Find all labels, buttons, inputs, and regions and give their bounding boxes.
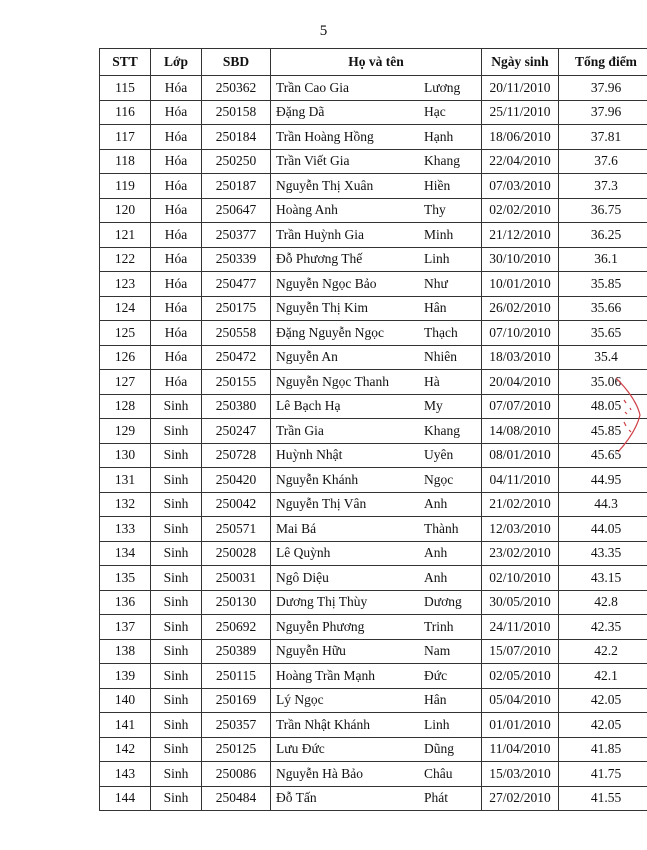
cell-score: 41.75 <box>559 762 647 787</box>
cell-full-name <box>271 125 482 150</box>
cell-family-name: Lê Bạch Hạ <box>276 398 341 414</box>
cell-score: 42.1 <box>559 664 647 689</box>
cell-full-name <box>271 198 482 223</box>
cell-lop: Sinh <box>151 713 202 738</box>
cell-given-name: My <box>424 398 443 414</box>
cell-dob: 23/02/2010 <box>482 541 559 566</box>
cell-dob: 18/03/2010 <box>482 345 559 370</box>
cell-family-name: Nguyễn Thị Vân <box>276 496 367 512</box>
cell-dob: 12/03/2010 <box>482 517 559 542</box>
cell-lop: Sinh <box>151 541 202 566</box>
cell-sbd: 250250 <box>202 149 271 174</box>
cell-given-name: Uyên <box>424 447 454 463</box>
cell-family-name: Hoàng Trần Mạnh <box>276 667 376 683</box>
cell-family-name: Đỗ Tấn <box>276 790 317 806</box>
cell-sbd: 250086 <box>202 762 271 787</box>
cell-dob: 08/01/2010 <box>482 443 559 468</box>
cell-sbd: 250647 <box>202 198 271 223</box>
cell-family-name: Trần Nhật Khánh <box>276 716 370 732</box>
cell-stt: 144 <box>100 786 151 811</box>
table-row <box>100 566 647 591</box>
cell-dob: 01/01/2010 <box>482 713 559 738</box>
cell-family-name: Nguyễn Hữu <box>276 643 346 659</box>
cell-dob: 27/02/2010 <box>482 786 559 811</box>
cell-lop: Hóa <box>151 370 202 395</box>
cell-dob: 25/11/2010 <box>482 100 559 125</box>
cell-given-name: Anh <box>424 569 448 585</box>
cell-full-name <box>271 223 482 248</box>
table-row <box>100 198 647 223</box>
cell-family-name: Đặng Dã <box>276 104 325 120</box>
cell-given-name: Dũng <box>424 741 454 757</box>
cell-lop: Sinh <box>151 786 202 811</box>
cell-lop: Hóa <box>151 100 202 125</box>
cell-sbd: 250184 <box>202 125 271 150</box>
cell-full-name <box>271 664 482 689</box>
cell-lop: Sinh <box>151 517 202 542</box>
cell-sbd: 250028 <box>202 541 271 566</box>
cell-given-name: Khang <box>424 422 460 438</box>
cell-lop: Sinh <box>151 615 202 640</box>
cell-stt: 139 <box>100 664 151 689</box>
cell-dob: 07/07/2010 <box>482 394 559 419</box>
cell-score: 36.25 <box>559 223 647 248</box>
cell-given-name: Hạnh <box>424 128 454 144</box>
cell-lop: Sinh <box>151 492 202 517</box>
cell-given-name: Hân <box>424 300 447 316</box>
cell-full-name <box>271 100 482 125</box>
cell-dob: 11/04/2010 <box>482 737 559 762</box>
cell-sbd: 250377 <box>202 223 271 248</box>
cell-full-name <box>271 786 482 811</box>
cell-family-name: Trần Hoàng Hồng <box>276 128 374 144</box>
cell-score: 48.05 <box>559 394 647 419</box>
cell-given-name: Thạch <box>424 324 458 340</box>
cell-sbd: 250175 <box>202 296 271 321</box>
table-row <box>100 468 647 493</box>
results-table <box>99 48 647 811</box>
cell-sbd: 250042 <box>202 492 271 517</box>
cell-given-name: Linh <box>424 716 450 732</box>
cell-sbd: 250558 <box>202 321 271 346</box>
cell-full-name <box>271 321 482 346</box>
cell-stt: 120 <box>100 198 151 223</box>
cell-score: 41.55 <box>559 786 647 811</box>
cell-lop: Sinh <box>151 443 202 468</box>
cell-score: 35.85 <box>559 272 647 297</box>
cell-given-name: Phát <box>424 790 449 806</box>
cell-family-name: Trần Cao Gia <box>276 79 349 95</box>
cell-full-name <box>271 272 482 297</box>
table-row <box>100 296 647 321</box>
cell-stt: 127 <box>100 370 151 395</box>
table-row <box>100 443 647 468</box>
table-row <box>100 370 647 395</box>
cell-dob: 20/11/2010 <box>482 76 559 101</box>
cell-family-name: Lưu Đức <box>276 741 325 757</box>
cell-given-name: Đức <box>424 667 448 683</box>
cell-given-name: Hiền <box>424 177 451 193</box>
cell-family-name: Trần Huỳnh Gia <box>276 226 365 242</box>
cell-full-name <box>271 615 482 640</box>
cell-full-name <box>271 590 482 615</box>
cell-dob: 20/04/2010 <box>482 370 559 395</box>
cell-family-name: Trần Viết Gia <box>276 153 350 169</box>
cell-full-name <box>271 394 482 419</box>
table-row <box>100 345 647 370</box>
cell-given-name: Hân <box>424 692 447 708</box>
cell-sbd: 250169 <box>202 688 271 713</box>
cell-score: 35.06 <box>559 370 647 395</box>
cell-stt: 122 <box>100 247 151 272</box>
table-header-row <box>100 49 647 76</box>
table-body <box>100 76 647 811</box>
header-stt: STT <box>100 49 151 76</box>
cell-lop: Sinh <box>151 688 202 713</box>
header-sbd: SBD <box>202 49 271 76</box>
cell-stt: 134 <box>100 541 151 566</box>
cell-lop: Hóa <box>151 272 202 297</box>
cell-stt: 141 <box>100 713 151 738</box>
cell-score: 35.66 <box>559 296 647 321</box>
cell-given-name: Nam <box>424 643 451 659</box>
cell-score: 43.15 <box>559 566 647 591</box>
cell-stt: 129 <box>100 419 151 444</box>
cell-score: 42.05 <box>559 688 647 713</box>
cell-family-name: Nguyễn Khánh <box>276 471 359 487</box>
cell-sbd: 250472 <box>202 345 271 370</box>
cell-lop: Hóa <box>151 174 202 199</box>
cell-full-name <box>271 419 482 444</box>
cell-given-name: Minh <box>424 226 454 242</box>
table-row <box>100 394 647 419</box>
cell-lop: Hóa <box>151 345 202 370</box>
cell-full-name <box>271 688 482 713</box>
cell-family-name: Lý Ngọc <box>276 692 324 708</box>
cell-score: 37.6 <box>559 149 647 174</box>
table-row <box>100 713 647 738</box>
cell-full-name <box>271 468 482 493</box>
cell-stt: 126 <box>100 345 151 370</box>
cell-given-name: Ngọc <box>424 471 454 487</box>
cell-sbd: 250484 <box>202 786 271 811</box>
table-row <box>100 174 647 199</box>
cell-score: 42.05 <box>559 713 647 738</box>
cell-dob: 10/01/2010 <box>482 272 559 297</box>
cell-score: 37.81 <box>559 125 647 150</box>
cell-full-name <box>271 541 482 566</box>
table-row <box>100 786 647 811</box>
cell-lop: Hóa <box>151 198 202 223</box>
cell-full-name <box>271 737 482 762</box>
cell-score: 44.95 <box>559 468 647 493</box>
cell-score: 42.2 <box>559 639 647 664</box>
cell-given-name: Thành <box>424 520 459 536</box>
cell-stt: 130 <box>100 443 151 468</box>
cell-family-name: Nguyễn Phương <box>276 618 365 634</box>
cell-lop: Sinh <box>151 639 202 664</box>
cell-dob: 02/10/2010 <box>482 566 559 591</box>
table-row <box>100 419 647 444</box>
cell-stt: 142 <box>100 737 151 762</box>
cell-family-name: Mai Bá <box>276 520 317 536</box>
cell-sbd: 250115 <box>202 664 271 689</box>
cell-full-name <box>271 713 482 738</box>
table-row <box>100 688 647 713</box>
cell-family-name: Lê Quỳnh <box>276 545 331 561</box>
cell-full-name <box>271 370 482 395</box>
cell-lop: Hóa <box>151 321 202 346</box>
table-row <box>100 149 647 174</box>
cell-family-name: Đặng Nguyễn Ngọc <box>276 324 384 340</box>
cell-family-name: Ngô Diệu <box>276 569 329 585</box>
cell-sbd: 250571 <box>202 517 271 542</box>
cell-score: 43.35 <box>559 541 647 566</box>
cell-full-name <box>271 492 482 517</box>
cell-given-name: Trinh <box>424 618 454 634</box>
cell-score: 41.85 <box>559 737 647 762</box>
cell-sbd: 250187 <box>202 174 271 199</box>
cell-dob: 14/08/2010 <box>482 419 559 444</box>
cell-stt: 137 <box>100 615 151 640</box>
cell-family-name: Trần Gia <box>276 422 324 438</box>
cell-dob: 21/02/2010 <box>482 492 559 517</box>
cell-stt: 117 <box>100 125 151 150</box>
cell-dob: 22/04/2010 <box>482 149 559 174</box>
cell-score: 37.3 <box>559 174 647 199</box>
cell-given-name: Như <box>424 275 448 291</box>
cell-dob: 07/03/2010 <box>482 174 559 199</box>
cell-score: 35.65 <box>559 321 647 346</box>
cell-full-name <box>271 566 482 591</box>
cell-family-name: Nguyễn Thị Kim <box>276 300 368 316</box>
cell-lop: Hóa <box>151 125 202 150</box>
table-row <box>100 664 647 689</box>
cell-dob: 15/03/2010 <box>482 762 559 787</box>
cell-lop: Sinh <box>151 419 202 444</box>
cell-lop: Sinh <box>151 468 202 493</box>
cell-given-name: Nhiên <box>424 349 457 365</box>
cell-lop: Hóa <box>151 149 202 174</box>
cell-stt: 123 <box>100 272 151 297</box>
cell-sbd: 250158 <box>202 100 271 125</box>
cell-lop: Sinh <box>151 590 202 615</box>
cell-lop: Hóa <box>151 223 202 248</box>
cell-sbd: 250380 <box>202 394 271 419</box>
cell-score: 45.65 <box>559 443 647 468</box>
cell-family-name: Nguyễn Ngọc Thanh <box>276 373 389 389</box>
cell-lop: Sinh <box>151 394 202 419</box>
cell-score: 44.05 <box>559 517 647 542</box>
cell-dob: 04/11/2010 <box>482 468 559 493</box>
table-row <box>100 737 647 762</box>
cell-family-name: Nguyễn Thị Xuân <box>276 177 374 193</box>
cell-family-name: Nguyễn Ngọc Bảo <box>276 275 377 291</box>
cell-full-name <box>271 762 482 787</box>
cell-score: 37.96 <box>559 100 647 125</box>
cell-given-name: Anh <box>424 496 448 512</box>
cell-sbd: 250362 <box>202 76 271 101</box>
header-score: Tổng điểm <box>559 49 647 76</box>
cell-sbd: 250420 <box>202 468 271 493</box>
cell-full-name <box>271 76 482 101</box>
cell-stt: 133 <box>100 517 151 542</box>
cell-family-name: Dương Thị Thùy <box>276 594 368 610</box>
cell-score: 37.96 <box>559 76 647 101</box>
cell-stt: 143 <box>100 762 151 787</box>
cell-dob: 18/06/2010 <box>482 125 559 150</box>
cell-family-name: Huỳnh Nhật <box>276 447 343 463</box>
cell-lop: Sinh <box>151 664 202 689</box>
cell-dob: 07/10/2010 <box>482 321 559 346</box>
cell-lop: Hóa <box>151 296 202 321</box>
table-row <box>100 762 647 787</box>
cell-dob: 02/05/2010 <box>482 664 559 689</box>
cell-lop: Sinh <box>151 762 202 787</box>
cell-family-name: Đỗ Phương Thế <box>276 251 363 267</box>
cell-family-name: Nguyễn An <box>276 349 338 365</box>
cell-given-name: Lương <box>424 79 461 95</box>
cell-score: 36.75 <box>559 198 647 223</box>
cell-sbd: 250357 <box>202 713 271 738</box>
cell-dob: 24/11/2010 <box>482 615 559 640</box>
cell-full-name <box>271 296 482 321</box>
cell-sbd: 250031 <box>202 566 271 591</box>
cell-full-name <box>271 443 482 468</box>
cell-stt: 125 <box>100 321 151 346</box>
cell-family-name: Hoàng Anh <box>276 202 338 218</box>
table-row <box>100 321 647 346</box>
cell-sbd: 250692 <box>202 615 271 640</box>
cell-family-name: Nguyễn Hà Bảo <box>276 765 363 781</box>
cell-stt: 115 <box>100 76 151 101</box>
cell-given-name: Hạc <box>424 104 446 120</box>
cell-sbd: 250130 <box>202 590 271 615</box>
page-number: 5 <box>319 23 328 39</box>
cell-given-name: Dương <box>424 594 462 610</box>
cell-score: 45.85 <box>559 419 647 444</box>
cell-stt: 136 <box>100 590 151 615</box>
table-row <box>100 223 647 248</box>
cell-score: 42.8 <box>559 590 647 615</box>
cell-sbd: 250125 <box>202 737 271 762</box>
cell-dob: 30/10/2010 <box>482 247 559 272</box>
table-row <box>100 639 647 664</box>
table-row <box>100 272 647 297</box>
cell-dob: 30/05/2010 <box>482 590 559 615</box>
cell-score: 42.35 <box>559 615 647 640</box>
cell-full-name <box>271 517 482 542</box>
cell-given-name: Thy <box>424 202 446 218</box>
cell-stt: 138 <box>100 639 151 664</box>
cell-stt: 140 <box>100 688 151 713</box>
table-row <box>100 517 647 542</box>
table-row <box>100 492 647 517</box>
cell-sbd: 250389 <box>202 639 271 664</box>
cell-given-name: Linh <box>424 251 450 267</box>
cell-stt: 128 <box>100 394 151 419</box>
cell-full-name <box>271 174 482 199</box>
cell-given-name: Khang <box>424 153 460 169</box>
cell-stt: 135 <box>100 566 151 591</box>
cell-sbd: 250477 <box>202 272 271 297</box>
cell-sbd: 250728 <box>202 443 271 468</box>
table-row <box>100 590 647 615</box>
cell-lop: Hóa <box>151 247 202 272</box>
red-seal-mark <box>610 370 647 460</box>
cell-stt: 119 <box>100 174 151 199</box>
cell-stt: 124 <box>100 296 151 321</box>
cell-given-name: Anh <box>424 545 448 561</box>
header-name: Họ và tên <box>271 49 482 76</box>
cell-full-name <box>271 639 482 664</box>
cell-lop: Sinh <box>151 737 202 762</box>
table-row <box>100 247 647 272</box>
cell-lop: Sinh <box>151 566 202 591</box>
cell-given-name: Hà <box>424 373 440 389</box>
cell-dob: 15/07/2010 <box>482 639 559 664</box>
table-row <box>100 100 647 125</box>
cell-stt: 121 <box>100 223 151 248</box>
table-row <box>100 541 647 566</box>
cell-dob: 26/02/2010 <box>482 296 559 321</box>
cell-stt: 132 <box>100 492 151 517</box>
cell-sbd: 250339 <box>202 247 271 272</box>
cell-dob: 05/04/2010 <box>482 688 559 713</box>
cell-stt: 116 <box>100 100 151 125</box>
cell-lop: Hóa <box>151 76 202 101</box>
cell-given-name: Châu <box>424 765 453 781</box>
cell-dob: 21/12/2010 <box>482 223 559 248</box>
cell-full-name <box>271 247 482 272</box>
cell-score: 36.1 <box>559 247 647 272</box>
cell-stt: 131 <box>100 468 151 493</box>
cell-full-name <box>271 345 482 370</box>
cell-score: 44.3 <box>559 492 647 517</box>
cell-sbd: 250155 <box>202 370 271 395</box>
cell-score: 35.4 <box>559 345 647 370</box>
cell-full-name <box>271 149 482 174</box>
header-lop: Lớp <box>151 49 202 76</box>
cell-dob: 02/02/2010 <box>482 198 559 223</box>
table-row <box>100 615 647 640</box>
table-row <box>100 76 647 101</box>
header-dob: Ngày sinh <box>482 49 559 76</box>
cell-stt: 118 <box>100 149 151 174</box>
table-row <box>100 125 647 150</box>
cell-sbd: 250247 <box>202 419 271 444</box>
